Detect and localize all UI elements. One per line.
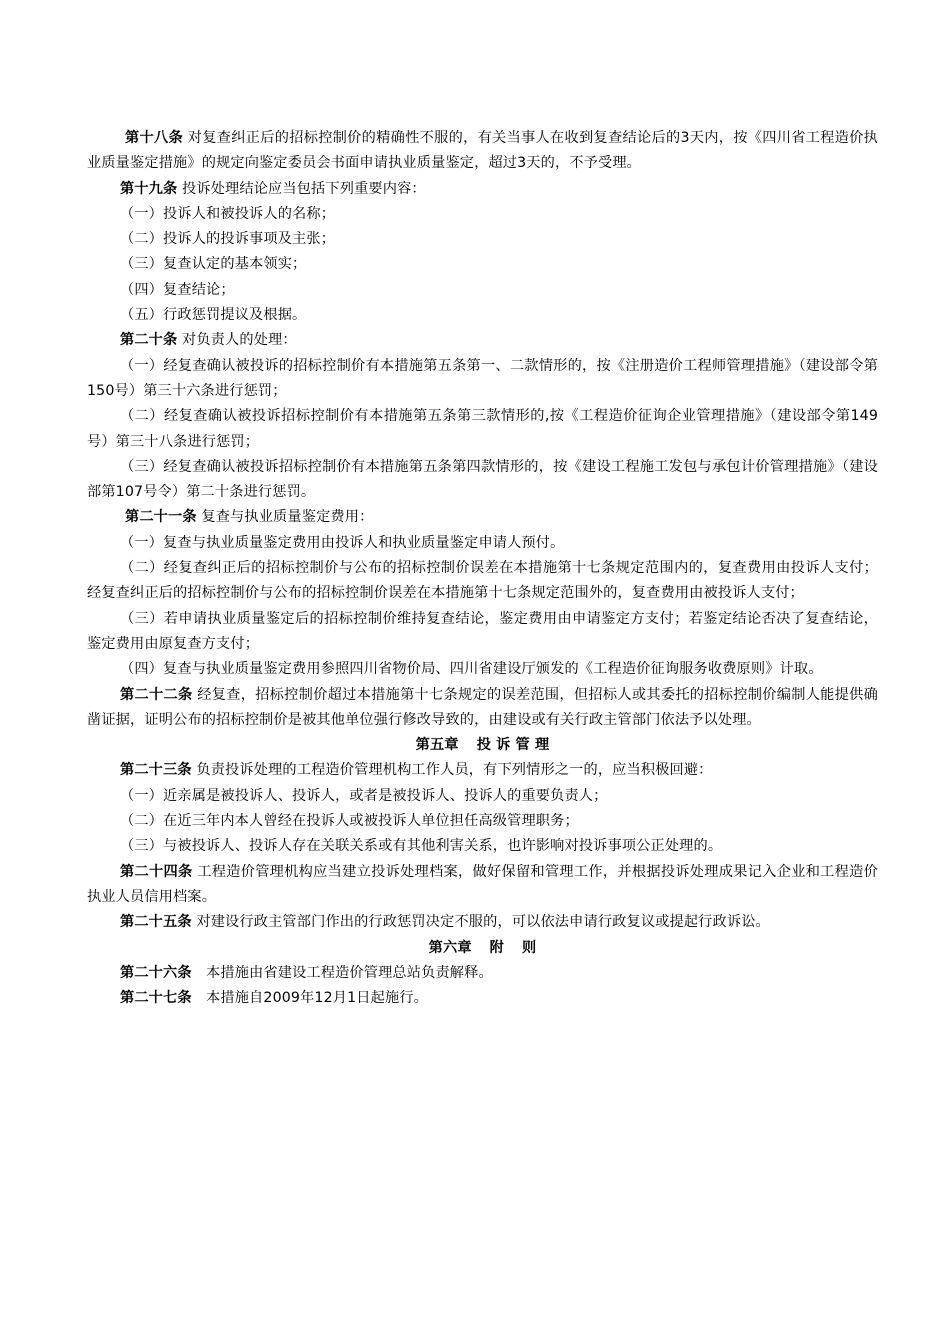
article-head: 第十八条 [125,130,183,146]
chapter-5-heading [87,733,878,758]
article-text: 对负责人的处理： [177,332,297,349]
article-text: 对建设行政主管部门作出的行政惩罚决定不服的，可以依法申请行政复议或提起行政诉讼。 [191,914,770,931]
article-text: 经复查，招标控制价超过本措施第十七条规定的误差范围，但招标人或其委托的招标控制价编制人能提供确凿证据，证明公布的招标控制价是被其他单位强行修改导致的，由建设或有关行政主管部门依法予以处理。 [87,686,878,728]
article-23 [87,758,878,783]
article-26 [87,961,878,986]
list-item: （三）若申请执业质量鉴定后的招标控制价维持复查结论，鉴定费用由申请鉴定方支付；若鉴定结论否决了复查结论，鉴定费用由原复查方支付； [87,610,878,652]
chapter-number: 第六章 [428,939,472,956]
article-head: 第二十五条 [120,914,192,931]
article-head: 第二十七条 [120,990,192,1007]
list-item: （五）行政惩罚提议及根据。 [120,307,307,324]
list-item: （三）与被投诉人、投诉人存在关联关系或有其他利害关系，也许影响对投诉事项公正处理的。 [120,838,723,855]
article-22 [87,683,878,734]
list-item: （四）复查与执业质量鉴定费用参照四川省物价局、四川省建设厅颁发的《工程造价征询服务收费原则》计取。 [120,661,823,678]
article-text: 投诉处理结论应当包括下列重要内容： [177,180,426,197]
article-head: 第二十二条 [120,686,193,703]
chapter-title-part: 附 [489,939,504,956]
article-head: 第二十六条 [120,964,192,981]
article-text: 对复查纠正后的招标控制价的精确性不服的，有关当事人在收到复查结论后的3天内，按《四川省工程造价执业质量鉴定措施》的规定向鉴定委员会书面申请执业质量鉴定，超过3天的，不予受理。 [87,130,878,172]
article-head: 第二十条 [120,332,178,349]
article-25 [87,910,878,935]
article-head: 第十九条 [120,180,178,197]
article-text: 复查与执业质量鉴定费用： [196,509,374,526]
article-text: 本措施自2009年12月1日起施行。 [191,990,428,1007]
article-text: 工程造价管理机构应当建立投诉处理档案，做好保留和管理工作，并根据投诉处理成果记入企业和工程造价执业人员信用档案。 [87,863,878,905]
article-head: 第二十一条 [125,509,197,526]
list-item: （二）投诉人的投诉事项及主张； [120,231,336,248]
article-text: 本措施由省建设工程造价管理总站负责解释。 [191,964,493,981]
article-20 [87,328,878,353]
list-item: （二）在近三年内本人曾经在投诉人或被投诉人单位担任高级管理职务； [120,813,579,830]
list-item: （三）复查认定的基本领实； [120,256,307,273]
article-text: 负责投诉处理的工程造价管理机构工作人员，有下列情形之一的，应当积极回避： [191,762,713,779]
article-head: 第二十三条 [120,762,192,779]
list-item: （四）复查结论； [120,281,235,298]
article-27 [87,986,878,1011]
list-item: （三）经复查确认被投诉招标控制价有本措施第五条第四款情形的，按《建设工程施工发包与承包计价管理措施》（建设部第107号令）第二十条进行惩罚。 [87,458,878,501]
list-item: （一）经复查确认被投诉的招标控制价有本措施第五条第一、二款情形的，按《注册造价工程师管理措施》（建设部令第150号）第三十六条进行惩罚； [87,357,878,399]
article-21 [87,505,878,530]
list-item: （二）经复查纠正后的招标控制价与公布的招标控制价误差在本措施第十七条规定范围内的，复查费用由投诉人支付；经复查纠正后的招标控制价与公布的招标控制价误差在本措施第十七条规定范围外的，复查费用由被投诉人支付； [87,560,878,602]
article-19 [87,177,878,202]
list-item: （一）复查与执业质量鉴定费用由投诉人和执业质量鉴定申请人预付。 [120,534,565,551]
chapter-number: 第五章 [415,737,459,754]
chapter-title: 投 诉 管 理 [476,737,550,754]
article-head: 第二十四条 [120,863,193,880]
list-item: （二）经复查确认被投诉招标控制价有本措施第五条第三款情形的,按《工程造价征询企业管理措施》（建设部令第149号）第三十八条进行惩罚； [87,408,878,450]
article-18 [87,126,878,177]
chapter-title-part: 则 [522,939,537,956]
list-item: （一）近亲属是被投诉人、投诉人，或者是被投诉人、投诉人的重要负责人； [120,787,608,804]
list-item: （一）投诉人和被投诉人的名称； [120,205,336,222]
article-24 [87,860,878,911]
chapter-6-heading [87,936,878,961]
